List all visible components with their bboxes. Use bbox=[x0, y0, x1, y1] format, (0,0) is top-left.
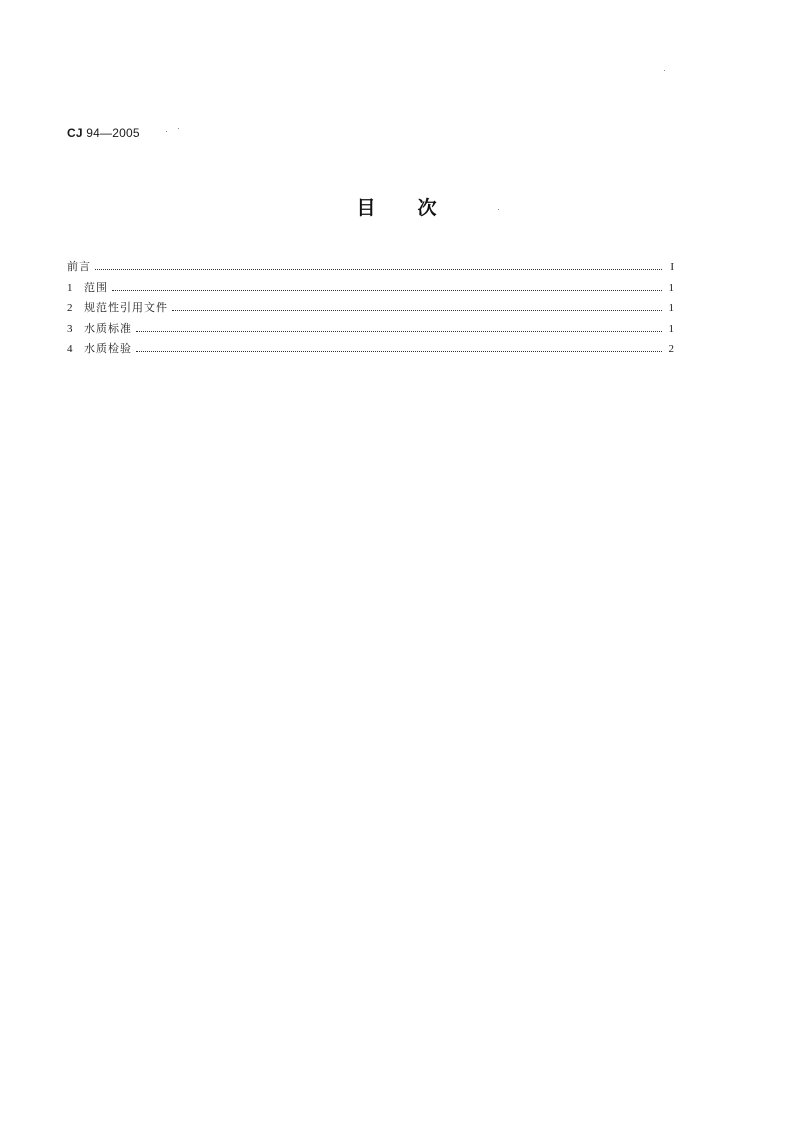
toc-leader-dots bbox=[95, 268, 662, 270]
toc-leader-dots bbox=[112, 289, 662, 291]
standard-code bbox=[67, 126, 140, 140]
toc-entry-number: 4 bbox=[67, 343, 73, 355]
toc-entry-page: 2 bbox=[668, 343, 674, 355]
toc-entry-scope[interactable] bbox=[67, 279, 674, 300]
toc-entry-number: 2 bbox=[67, 302, 73, 314]
toc-entry-water-quality-standard[interactable] bbox=[67, 320, 674, 341]
toc-entry-page: 1 bbox=[668, 281, 674, 294]
toc-entry-foreword[interactable] bbox=[67, 258, 674, 279]
toc-entry-page: 1 bbox=[668, 302, 674, 314]
table-of-contents bbox=[67, 258, 674, 361]
toc-entry-page: I bbox=[670, 261, 674, 273]
scan-speck bbox=[498, 209, 499, 210]
toc-leader-dots bbox=[136, 330, 662, 332]
toc-entry-number: 3 bbox=[67, 322, 73, 335]
scan-speck bbox=[664, 70, 665, 71]
toc-leader-dots bbox=[136, 350, 662, 352]
toc-entry-label: 前言 bbox=[67, 260, 91, 273]
toc-entry-label: 水质标准 bbox=[84, 321, 132, 335]
toc-entry-label: 范围 bbox=[84, 280, 108, 294]
toc-entry-page: 1 bbox=[668, 322, 674, 335]
toc-leader-dots bbox=[172, 309, 662, 311]
page-title: 目次 bbox=[356, 197, 479, 219]
toc-entry-water-quality-testing[interactable] bbox=[67, 340, 674, 361]
toc-entry-number: 1 bbox=[67, 281, 73, 294]
standard-code-prefix: CJ bbox=[67, 126, 83, 140]
toc-entry-label: 水质检验 bbox=[84, 342, 132, 355]
standard-code-number: 94—2005 bbox=[82, 126, 140, 140]
scan-speck bbox=[178, 128, 179, 129]
toc-entry-normative-references[interactable] bbox=[67, 299, 674, 320]
toc-entry-label: 规范性引用文件 bbox=[84, 301, 168, 314]
scan-speck bbox=[166, 131, 167, 132]
